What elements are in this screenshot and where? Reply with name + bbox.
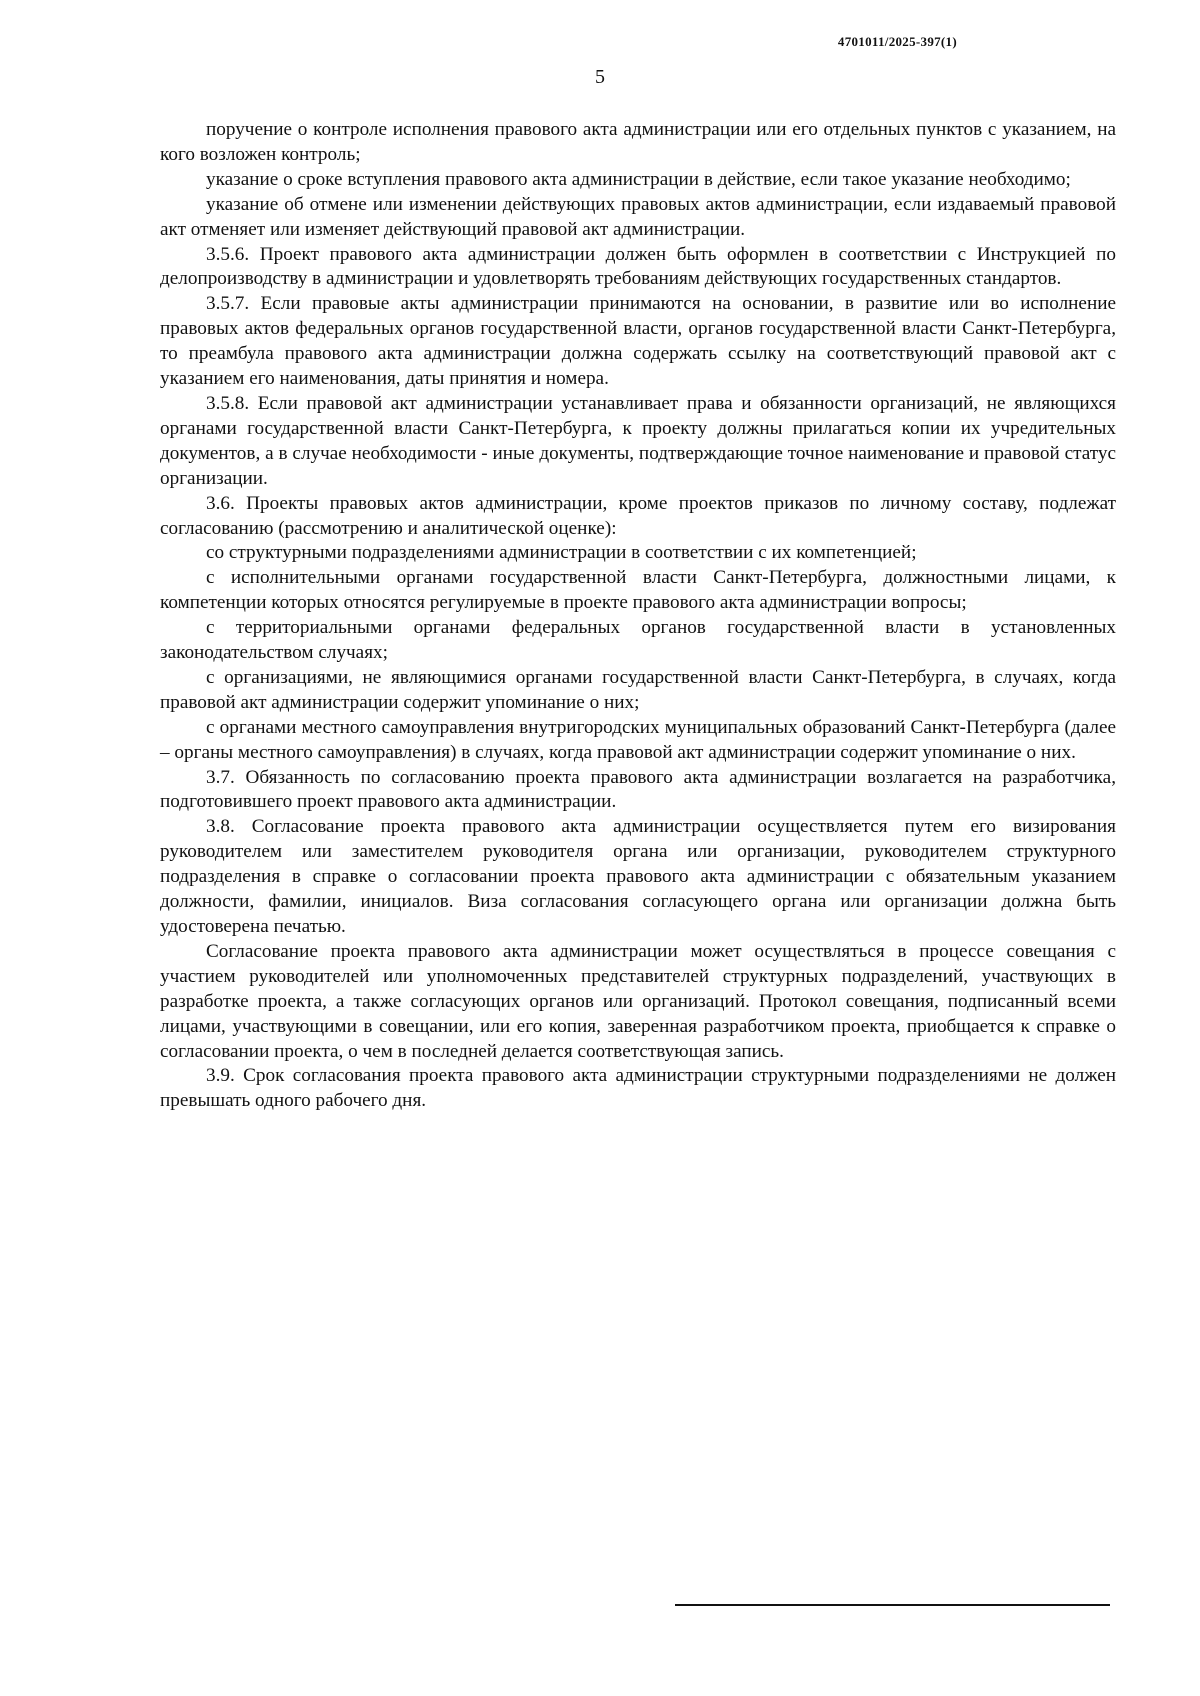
paragraph-control-order: поручение о контроле исполнения правового акта администрации или его отдельных пунктов с указанием, на кого возложен контроль;	[160, 119, 1116, 165]
footer-divider	[675, 1604, 1110, 1606]
paragraph-3-9: 3.9. Срок согласования проекта правового акта администрации структурными подразделениями не должен превышать одного рабочего дня.	[160, 1065, 1116, 1112]
paragraph-3-5-8: 3.5.8. Если правовой акт администрации устанавливает права и обязанности организаций, не являющихся органами государственной власти Санкт-Петербурга, к проекту должны прилагаться копии их учредительных документов, а в случае необходимости - иные документы, подтверждающие точное наименование и правовой статус организации.	[160, 392, 1116, 489]
paragraph-3-7: 3.7. Обязанность по согласованию проекта правового акта администрации возлагается на разработчика, подготовившего проект правового акта администрации.	[160, 766, 1116, 813]
paragraph-repeal-amendment: указание об отмене или изменении действующих правовых актов администрации, если издаваемый правовой акт отменяет или изменяет действующий правовой акт администрации.	[160, 193, 1116, 240]
paragraph-3-8: 3.8. Согласование проекта правового акта администрации осуществляется путем его визирования руководителем или заместителем руководителя органа или организации, руководителем структурного подразделения в справке о согласовании проекта правового акта администрации с обязательным указанием должности, фамилии, инициалов. Виза согласования согласующего органа или организации должна быть удостоверена печатью.	[160, 816, 1116, 937]
paragraph-meeting-approval: Согласование проекта правового акта администрации может осуществляться в процессе совещания с участием руководителей или уполномоченных представителей структурных подразделений, участвующих в разработке проекта, а также согласующих органов или организаций. Протокол совещания, подписанный всеми лицами, участвующими в совещании, или его копия, заверенная разработчиком проекта, приобщается к справке о согласовании проекта, о чем в последней делается соответствующая запись.	[160, 940, 1116, 1062]
paragraph-organizations: с организациями, не являющимися органами государственной власти Санкт-Петербурга, в случаях, когда правовой акт администрации содержит упоминание о них;	[160, 666, 1116, 713]
paragraph-structural-units: со структурными подразделениями администрации в соответствии с их компетенцией;	[206, 542, 917, 564]
paragraph-3-5-6: 3.5.6. Проект правового акта администрации должен быть оформлен в соответствии с Инструкцией по делопроизводству в администрации и удовлетворять требованиям действующих государственных стандартов.	[160, 243, 1116, 290]
paragraph-3-6: 3.6. Проекты правовых актов администрации, кроме проектов приказов по личному составу, подлежат согласованию (рассмотрению и аналитической оценке):	[160, 492, 1116, 539]
paragraph-local-government: с органами местного самоуправления внутригородских муниципальных образований Санкт-Петербурга (далее – органы местного самоуправления) в случаях, когда правовой акт администрации содержит упоминание о них.	[160, 716, 1116, 763]
paragraph-territorial-bodies: с территориальными органами федеральных органов государственной власти в установленных законодательством случаях;	[160, 617, 1116, 664]
paragraph-3-5-7: 3.5.7. Если правовые акты администрации принимаются на основании, в развитие или во исполнение правовых актов федеральных органов государственной власти, органов государственной власти Санкт-Петербурга, то преамбула правового акта администрации должна содержать ссылку на соответствующий правовой акт с указанием его наименования, даты принятия и номера.	[160, 293, 1116, 390]
page-number: 5	[595, 66, 605, 88]
document-body	[160, 118, 1200, 1114]
paragraph-effective-date: указание о сроке вступления правового акта администрации в действие, если такое указание необходимо;	[206, 168, 1071, 190]
document-number: 4701011/2025-397(1)	[837, 34, 957, 49]
paragraph-executive-bodies: с исполнительными органами государственной власти Санкт-Петербурга, должностными лицами, к компетенции которых относятся регулируемые в проекте правового акта администрации вопросы;	[160, 567, 1116, 614]
